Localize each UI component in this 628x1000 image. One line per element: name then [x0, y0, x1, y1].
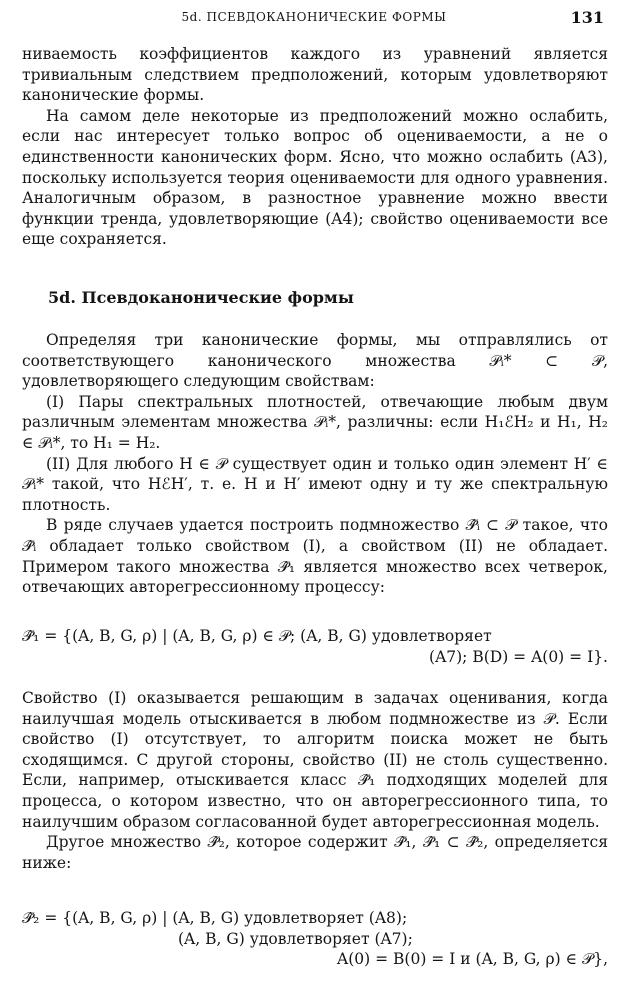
formula-p1-line1: 𝒫̂₁ = {(A, B, G, ρ) | (A, B, G, ρ) ∈ 𝒫; (A, B, G) удовлетворяет [22, 627, 492, 645]
paragraph-another-set: Другое множество 𝒫̂₂, которое содержит 𝒫̂₁, 𝒫̂₁ ⊂ 𝒫̂₂, определяется ниже: [22, 833, 608, 872]
formula-p1-line2: (A7); B(D) = A(0) = I}. [429, 647, 608, 666]
paragraph-property-importance: Свойство (I) оказывается решающим в задачах оценивания, когда наилучшая модель отыскивается в любом подмножестве из 𝒫. Если свойство (I) отсутствует, то алгоритм поиска может не быть сходящимся. С другой стороны, свойство (II) не столь существенно. Если, например, отыскивается класс 𝒫̂₁ подходящих моделей для процесса, о котором известно, что он авторегрессионного типа, то наилучшим образом согласованной будет авторегрессионная модель. [22, 689, 608, 831]
formula-p2-line3: A(0) = B(0) = I и (A, B, G, ρ) ∈ 𝒫}, [337, 950, 608, 969]
formula-p2-line1: 𝒫̂₂ = {(A, B, G, ρ) | (A, B, G) удовлетворяет (A8); [22, 909, 408, 927]
formula-p1 [22, 626, 608, 667]
running-header [0, 10, 628, 32]
paragraph-canonical-set: Определяя три канонические формы, мы отправлялись от соответствующего канонического множества 𝒫ᵢ* ⊂ 𝒫, удовлетворяющего следующим свойствам: [22, 331, 608, 391]
paragraph-continuation: ниваемость коэффициентов каждого из уравнений является тривиальным следствием предположений, которым удовлетворяют канонические формы. [22, 45, 608, 105]
text-block-lower [22, 688, 608, 873]
paragraph-estimability: На самом деле некоторые из предположений можно ослабить, если нас интересует только вопрос об оцениваемости, а не о единственности канонических форм. Ясно, что можно ослабить (A3), поскольку используется теория оцениваемости для одного уравнения. Аналогичным образом, в разностное уравнение можно ввести функции тренда, удовлетворяющие (A4); свойство оцениваемости все еще сохраняется. [22, 106, 608, 249]
text-block-middle [22, 330, 608, 598]
section-heading: 5d. Псевдоканонические формы [48, 288, 354, 307]
formula-p2-line2: (A, B, G) удовлетворяет (A7); [178, 929, 413, 948]
paragraph-subset: В ряде случаев удается построить подмножество 𝒫̂ᵢ ⊂ 𝒫 такое, что 𝒫̂ᵢ обладает только свойством (I), а свойством (II) не обладает. Примером такого множества 𝒫̂₁ является множество всех четверок, отвечающих авторегрессионному процессу: [22, 516, 608, 597]
page-number: 131 [570, 8, 604, 27]
header-title: 5d. ПСЕВДОКАНОНИЧЕСКИЕ ФОРМЫ [181, 10, 447, 24]
text-block-top [22, 44, 608, 250]
paragraph-property-1: (I) Пары спектральных плотностей, отвечающие любым двум различным элементам множества 𝒫ᵢ*, различны: если H₁ℰH₂ и H₁, H₂ ∈ 𝒫ᵢ*, то H₁ = H₂. [22, 392, 608, 452]
formula-p2 [22, 908, 608, 970]
paragraph-property-2: (II) Для любого H ∈ 𝒫 существует один и только один элемент H′ ∈ 𝒫ᵢ* такой, что HℰH′, т. е. H и H′ имеют одну и ту же спектральную плотность. [22, 454, 608, 514]
